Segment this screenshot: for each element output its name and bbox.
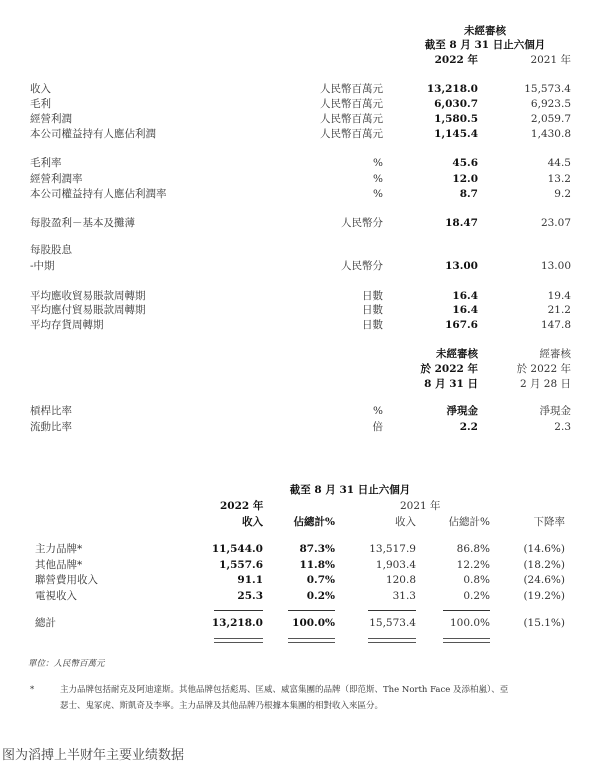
total-double-rule bbox=[443, 638, 490, 643]
row-label: 電視收入 bbox=[35, 590, 77, 603]
table-cell: 1,903.4 bbox=[375, 558, 416, 571]
unit-note: 單位：人民幣百萬元 bbox=[28, 659, 105, 669]
row-unit: % bbox=[373, 173, 383, 185]
table-cell: 0.2% bbox=[463, 590, 490, 603]
value-2022: 6,030.7 bbox=[434, 98, 478, 110]
row-unit: 人民幣分 bbox=[341, 260, 383, 272]
subtotal-rule bbox=[443, 610, 490, 611]
balance-header: 於 2022 年 bbox=[420, 363, 478, 375]
subtotal-rule bbox=[214, 610, 263, 611]
total-cell: 15,573.4 bbox=[369, 617, 416, 629]
value-2022: 13,218.0 bbox=[426, 83, 478, 95]
row-label: 平均應付貿易賬款周轉期 bbox=[30, 304, 146, 316]
value-2022: 淨現金 bbox=[446, 405, 478, 417]
table-cell: 87.3% bbox=[299, 543, 335, 555]
value-2022: 1,580.5 bbox=[434, 113, 478, 125]
row-label: 流動比率 bbox=[30, 421, 72, 433]
subtotal-rule bbox=[368, 610, 416, 611]
value-2021: 2.3 bbox=[554, 421, 571, 433]
column-header: 收入 bbox=[395, 516, 416, 528]
row-label: 每股盈利－基本及攤薄 bbox=[30, 217, 135, 229]
row-unit: 日數 bbox=[362, 319, 383, 331]
value-2022: 2.2 bbox=[459, 421, 478, 433]
value-2022: 16.4 bbox=[452, 304, 478, 316]
revenue-period: 截至 8 月 31 日止六個月 bbox=[289, 484, 411, 496]
row-unit: 人民幣百萬元 bbox=[320, 98, 383, 110]
row-label: -中期 bbox=[30, 260, 55, 272]
value-2021: 6,923.5 bbox=[530, 98, 571, 110]
row-label: 毛利 bbox=[30, 98, 51, 110]
row-unit: 日數 bbox=[362, 304, 383, 316]
table-cell: 12.2% bbox=[456, 558, 490, 571]
value-2021: 9.2 bbox=[554, 188, 571, 200]
row-unit: % bbox=[373, 157, 383, 169]
subtotal-rule bbox=[288, 610, 335, 611]
row-unit: 人民幣分 bbox=[341, 217, 383, 229]
value-2022: 12.0 bbox=[452, 173, 478, 185]
table-cell: (24.6%) bbox=[523, 574, 565, 587]
column-header: 佔總計% bbox=[293, 516, 335, 528]
row-label: 經營利潤率 bbox=[30, 173, 83, 185]
value-2021: 淨現金 bbox=[539, 405, 571, 417]
row-label: 平均應收貿易賬款周轉期 bbox=[30, 290, 146, 302]
row-label: 本公司權益持有人應佔利潤 bbox=[30, 128, 156, 140]
value-2021: 13.2 bbox=[547, 173, 571, 185]
table-cell: 25.3 bbox=[237, 590, 263, 603]
value-2022: 16.4 bbox=[452, 290, 478, 302]
balance-header: 未經審核 bbox=[436, 348, 478, 360]
value-2022: 8.7 bbox=[459, 188, 478, 200]
total-cell: 100.0% bbox=[449, 617, 490, 629]
value-2022: 13.00 bbox=[445, 260, 478, 272]
value-2021: 21.2 bbox=[547, 304, 571, 316]
column-header: 佔總計% bbox=[448, 516, 490, 528]
footnote-mark: * bbox=[30, 685, 35, 695]
value-2022: 1,145.4 bbox=[434, 128, 478, 140]
value-2021: 147.8 bbox=[540, 319, 571, 331]
row-unit: 人民幣百萬元 bbox=[320, 128, 383, 140]
audit-header: 未經審核 bbox=[464, 25, 506, 37]
value-2021: 44.5 bbox=[547, 157, 571, 169]
row-label: 收入 bbox=[30, 83, 51, 95]
table-cell: 91.1 bbox=[237, 574, 263, 587]
row-label: 每股股息 bbox=[30, 244, 72, 256]
value-2021: 23.07 bbox=[540, 217, 571, 229]
value-2021: 1,430.8 bbox=[530, 128, 571, 140]
table-cell: 11,544.0 bbox=[211, 543, 263, 555]
row-label: 平均存貨周轉期 bbox=[30, 319, 104, 331]
revenue-year-2022: 2022 年 bbox=[220, 500, 264, 512]
row-unit: % bbox=[373, 405, 383, 417]
image-caption: 图为滔搏上半财年主要业绩数据 bbox=[2, 748, 185, 763]
footnote-line: 主力品牌包括耐克及阿迪達斯。其他品牌包括彪馬、匡威、威富集團的品牌（即范斯、The North Face 及添柏嵐）、亞 bbox=[60, 685, 509, 695]
revenue-year-2021: 2021 年 bbox=[400, 500, 441, 512]
total-double-rule bbox=[368, 638, 416, 643]
value-2021: 2,059.7 bbox=[530, 113, 571, 125]
year-2021-header: 2021 年 bbox=[530, 54, 571, 66]
table-cell: 0.8% bbox=[463, 574, 490, 587]
table-cell: 120.8 bbox=[385, 574, 416, 587]
row-unit: 人民幣百萬元 bbox=[320, 113, 383, 125]
year-2022-header: 2022 年 bbox=[434, 54, 478, 66]
row-unit: % bbox=[373, 188, 383, 200]
value-2021: 15,573.4 bbox=[524, 83, 571, 95]
table-cell: (14.6%) bbox=[523, 543, 565, 555]
table-cell: 0.2% bbox=[306, 590, 335, 603]
table-cell: 1,557.6 bbox=[219, 558, 263, 571]
row-label: 主力品牌* bbox=[35, 543, 83, 555]
table-cell: 31.3 bbox=[392, 590, 416, 603]
total-cell: (15.1%) bbox=[523, 617, 565, 629]
value-2022: 45.6 bbox=[452, 157, 478, 169]
footnote-line: 瑟士、鬼冢虎、斯凱奇及李寧。主力品牌及其他品牌乃根據本集團的相對收入來區分。 bbox=[60, 701, 384, 711]
column-header: 下降率 bbox=[533, 516, 565, 528]
table-cell: (19.2%) bbox=[523, 590, 565, 603]
table-cell: 0.7% bbox=[306, 574, 335, 587]
total-cell: 100.0% bbox=[292, 617, 335, 629]
table-cell: 13,517.9 bbox=[369, 543, 416, 555]
row-label: 本公司權益持有人應佔利潤率 bbox=[30, 188, 167, 200]
total-double-rule bbox=[214, 638, 263, 643]
row-label: 經營利潤 bbox=[30, 113, 72, 125]
table-cell: 11.8% bbox=[299, 558, 335, 571]
balance-header: 於 2022 年 bbox=[516, 363, 571, 375]
row-label: 槓桿比率 bbox=[30, 405, 72, 417]
value-2021: 19.4 bbox=[547, 290, 571, 302]
table-cell: (18.2%) bbox=[523, 558, 565, 571]
total-label: 總計 bbox=[35, 617, 56, 629]
total-cell: 13,218.0 bbox=[211, 617, 263, 629]
value-2022: 167.6 bbox=[445, 319, 478, 331]
row-unit: 日數 bbox=[362, 290, 383, 302]
row-label: 毛利率 bbox=[30, 157, 62, 169]
row-unit: 倍 bbox=[372, 421, 383, 433]
row-label: 聯營費用收入 bbox=[35, 574, 98, 587]
value-2021: 13.00 bbox=[540, 260, 571, 272]
value-2022: 18.47 bbox=[445, 217, 478, 229]
total-double-rule bbox=[288, 638, 335, 643]
balance-header: 2 月 28 日 bbox=[519, 378, 571, 390]
row-unit: 人民幣百萬元 bbox=[320, 83, 383, 95]
row-label: 其他品牌* bbox=[35, 558, 83, 571]
balance-header: 經審核 bbox=[539, 348, 571, 360]
period-header: 截至 8 月 31 日止六個月 bbox=[424, 39, 546, 51]
table-cell: 86.8% bbox=[456, 543, 490, 555]
column-header: 收入 bbox=[242, 516, 263, 528]
balance-header: 8 月 31 日 bbox=[424, 378, 478, 390]
